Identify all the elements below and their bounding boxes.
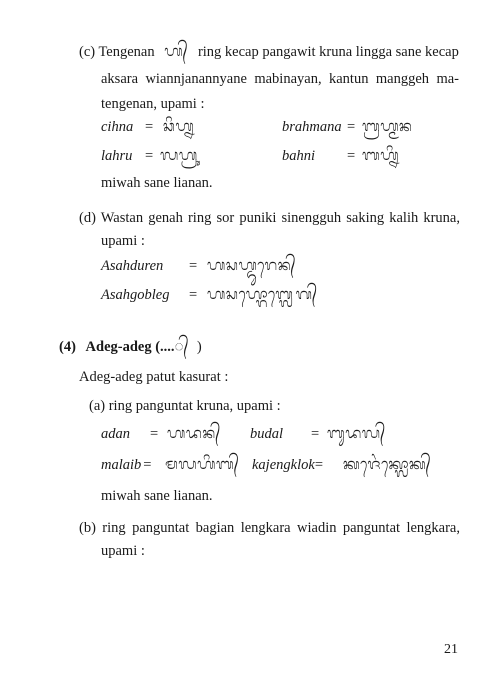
example-balinese: ᬩ᭄ᬭᬳ᭄ᬫᬦ [362,117,413,135]
example-balinese: ᬓᬚᬾᬂᬓ᭄ᬮᭀᬓ᭄ [343,455,432,473]
section-4-intro: Adeg-adeg patut kasurat : [79,369,229,385]
example-latin-text: kajengklok [252,457,315,473]
example-latin: adan [101,426,130,442]
section-4-heading [59,337,202,356]
example-latin: bahni [282,148,316,164]
section-4-heading-close: ) [196,339,202,355]
example-balinese: ᬩᬸᬤᬮ᭄ [327,424,386,442]
section-c-line3: tengenan, upami : [101,96,205,112]
example-latin-text: malaib [101,457,142,473]
equals-sign: = [314,457,323,473]
equals-sign: = [145,119,154,135]
section-4-number: (4) [59,339,76,355]
equals-sign: = [347,119,356,135]
example-latin: Asahgobleg [101,287,170,303]
section-4-sub-b-line1: (b) ring panguntat bagian lengkara wiadin panguntat lengkara, [79,520,460,536]
equals-sign: = [347,148,356,164]
example-latin: budal [250,426,284,442]
section-d-line2: upami : [101,233,145,249]
example-latin [101,456,151,474]
example-balinese: ᬫᬮᬳᬶᬩ᭄ [165,455,240,473]
equals-sign: = [189,258,198,274]
section-c-line2: aksara wiannjanannyane mabinayan, kantun manggeh ma- [101,71,459,87]
section-4-closing: miwah sane lianan. [101,488,213,504]
section-c-label: (c) Tengenan [79,44,155,60]
equals-sign: = [145,148,154,164]
example-balinese: ᬘᬶᬳ᭄ᬦ [163,117,195,135]
example-balinese: ᬳᬤᬦ᭄ [167,424,221,442]
section-d-line1: (d) Wastan genah ring sor puniki sinengguh saking kalih kruna, [79,210,460,226]
section-c-closing: miwah sane lianan. [101,175,213,191]
section-c-line1-text: ring kecap pangawit kruna lingga sane kecap [197,44,459,60]
section-4-title: Adeg-adeg (.... [85,339,175,355]
adeg-adeg-symbol: ᭄ [174,337,190,355]
example-latin: cihna [101,119,134,135]
section-c-line1 [79,42,459,61]
example-balinese: ᬩᬳ᭄ᬦᬶ [362,146,400,164]
example-latin: Asahduren [101,258,164,274]
equals-sign: = [150,426,159,442]
example-latin: lahru [101,148,133,164]
example-balinese: ᬮᬳ᭄ᬭᬸ [160,146,198,164]
equals-sign: = [189,287,198,303]
example-latin: brahmana [282,119,342,135]
section-4-sub-a: (a) ring panguntat kruna, upami : [89,398,281,414]
example-balinese: ᬳᬲᬳ᭄ᬤᬸᬭᬾᬦ᭄ [207,256,297,274]
example-latin [252,456,323,474]
example-balinese: ᬳᬲᬳ᭄ᬕᭀᬩ᭄ᬮᬾᬕ᭄ [207,285,318,303]
balinese-script-sample: ᬳ᭄ [164,42,189,60]
equals-sign: = [311,426,320,442]
section-4-sub-b-line2: upami : [101,543,145,559]
equals-sign: = [143,457,152,473]
page-number: 21 [444,642,458,657]
